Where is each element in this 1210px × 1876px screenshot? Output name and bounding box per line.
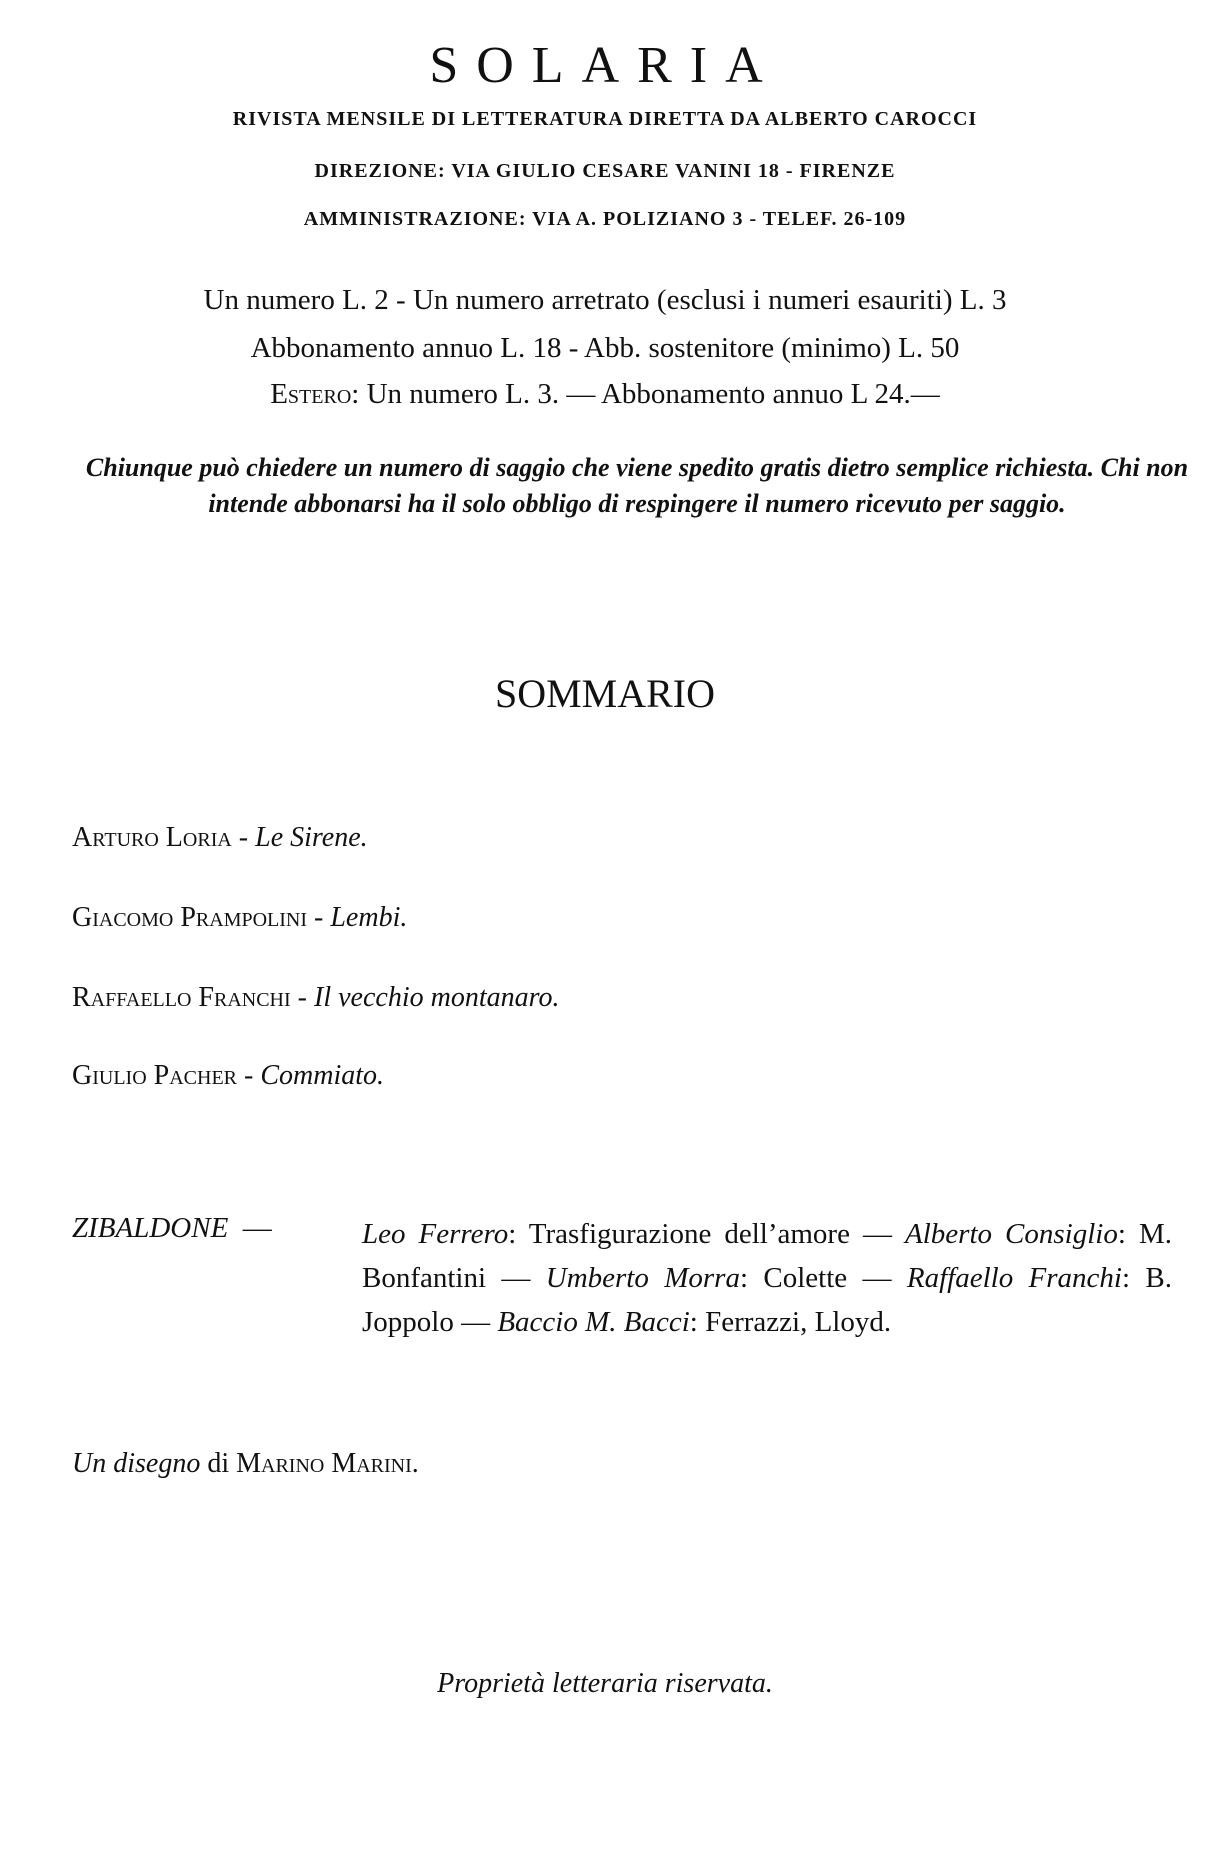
illustration-credit [72, 1448, 419, 1480]
zib-colon: : [739, 1262, 749, 1294]
toc-sep: - [231, 822, 256, 853]
zibaldone-title: ZIBALDONE [72, 1212, 229, 1244]
toc-entry [72, 822, 368, 854]
price-line-1: Un numero L. 2 - Un numero arretrato (esclusi i numeri esauriti) L. 3 [203, 284, 1007, 316]
zib-subject: Ferrazzi, Lloyd. [705, 1306, 892, 1338]
zib-colon: : [1117, 1218, 1126, 1250]
zib-separator: — [453, 1306, 498, 1338]
disegno-middle: di [200, 1448, 237, 1479]
masthead-subtitle: RIVISTA MENSILE DI LETTERATURA DIRETTA DA ALBERTO CAROCCI [232, 108, 978, 130]
subscription-note: Chiunque può chiedere un numero di saggio che viene spedito gratis dietro semplice richiesta. Chi non intende abbonarsi ha il solo obbligo di respingere il numero ricevuto per saggio. [85, 453, 1189, 518]
zib-author: Alberto Consiglio [905, 1218, 1118, 1250]
toc-sep: - [307, 902, 331, 933]
zib-author: Umberto Morra [545, 1262, 740, 1294]
zib-colon: : [1121, 1262, 1131, 1294]
toc-author: Arturo Loria [72, 822, 232, 853]
toc-work: Commiato. [260, 1060, 385, 1091]
zib-author: Leo Ferrero [362, 1218, 509, 1250]
zib-separator: — [486, 1262, 546, 1294]
price-line-3 [0, 378, 1210, 411]
toc-entry [72, 902, 407, 934]
zibaldone-dash: — [242, 1212, 272, 1244]
price-line-2: Abbonamento annuo L. 18 - Abb. sostenitore (minimo) L. 50 [250, 332, 960, 364]
toc-author: Raffaello Franchi [72, 982, 291, 1013]
disegno-artist: Marino Marini. [236, 1448, 419, 1479]
zib-subject: B. Joppolo [362, 1262, 1172, 1338]
toc-author: Giulio Pacher [72, 1060, 237, 1091]
zib-author: Baccio M. Bacci [497, 1306, 690, 1338]
zib-subject: M. Bonfantini [362, 1218, 1172, 1294]
amministrazione-address: AMMINISTRAZIONE: VIA A. POLIZIANO 3 - TELEF. 26-109 [303, 208, 907, 230]
toc-sep: - [290, 982, 314, 1013]
zib-subject: Trasfigurazione dell’amore [528, 1218, 850, 1250]
zibaldone-contents [362, 1212, 1172, 1344]
toc-author: Giacomo Prampolini [72, 902, 308, 933]
estero-text: : Un numero L. 3. — Abbonamento annuo L 24.— [351, 378, 940, 410]
zib-colon: : [689, 1306, 698, 1338]
zib-colon: : [508, 1218, 517, 1250]
toc-sep: - [237, 1060, 261, 1091]
direzione-address: DIREZIONE: VIA GIULIO CESARE VANINI 18 - FIRENZE [314, 160, 896, 182]
zib-separator: — [847, 1262, 907, 1294]
toc-work: Lembi. [330, 902, 408, 933]
zib-author: Raffaello Franchi [906, 1262, 1122, 1294]
toc-work: Il vecchio montanaro. [314, 982, 560, 1013]
sommario-heading: SOMMARIO [494, 671, 716, 716]
toc-entry [72, 1060, 384, 1092]
toc-entry [72, 982, 559, 1014]
toc-work: Le Sirene. [255, 822, 368, 853]
zib-separator: — [849, 1218, 906, 1250]
copyright-notice: Proprietà letteraria riservata. [437, 1668, 773, 1699]
masthead-title: SOLARIA [429, 37, 781, 94]
estero-label: Estero [270, 378, 352, 410]
zibaldone-label [72, 1212, 272, 1245]
disegno-prefix: Un disegno [72, 1448, 201, 1479]
zib-subject: Colette [763, 1262, 848, 1294]
